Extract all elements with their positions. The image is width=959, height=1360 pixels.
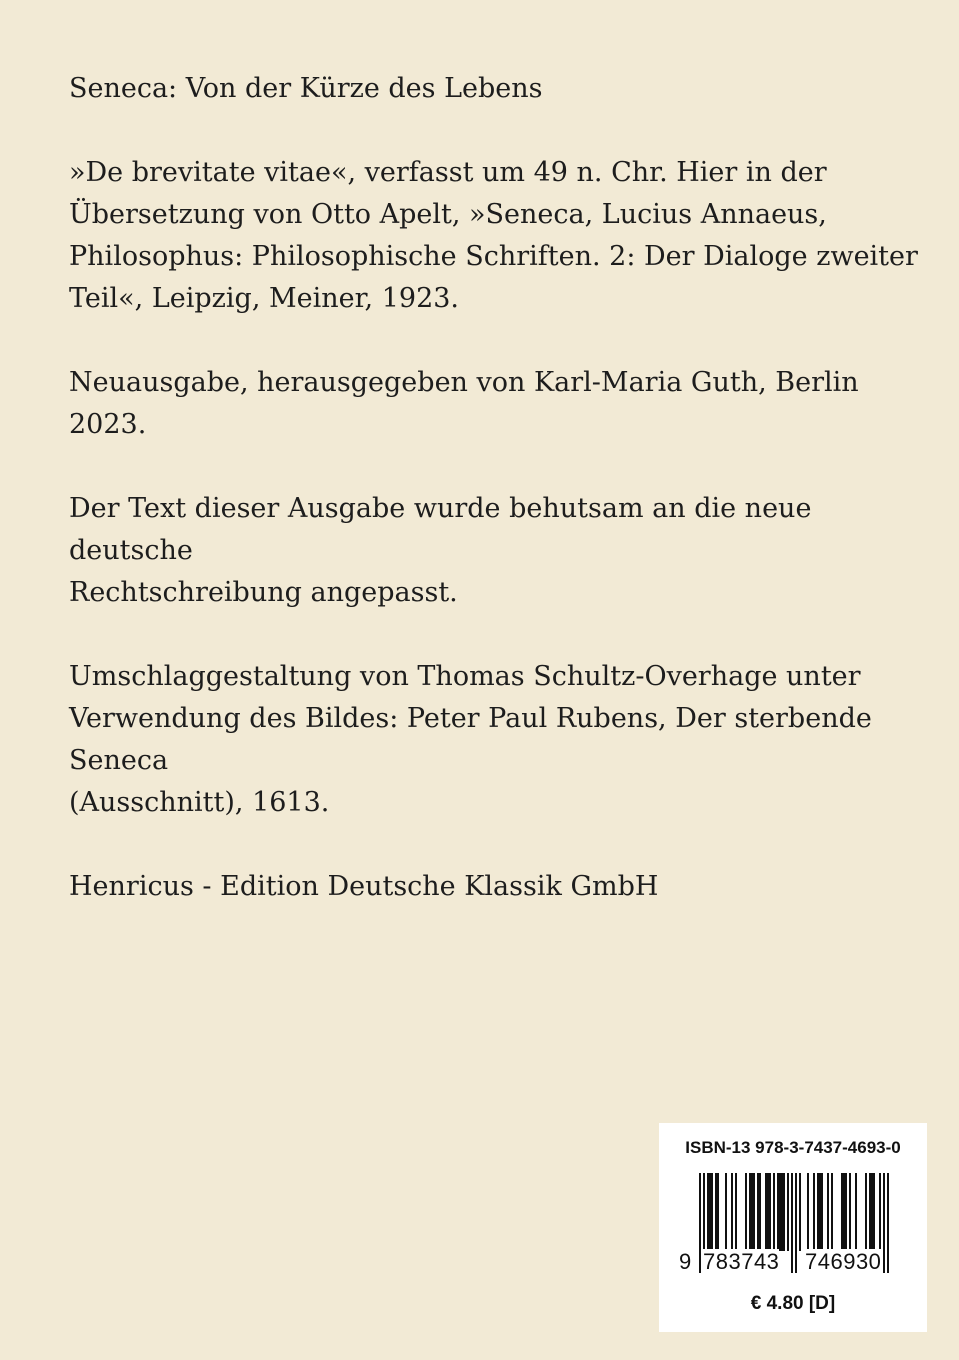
barcode-bar — [707, 1173, 709, 1251]
barcode-bar — [855, 1173, 857, 1251]
barcode-bar — [773, 1173, 775, 1251]
barcode-bar — [745, 1173, 747, 1251]
barcode-digits-right: 746930 — [805, 1249, 882, 1274]
barcode-bar — [769, 1173, 771, 1251]
barcode-bar — [699, 1173, 701, 1273]
barcode-bar — [821, 1173, 823, 1251]
barcode-bar — [807, 1173, 809, 1251]
barcode-bar — [759, 1173, 761, 1251]
barcode-digits-left: 783743 — [703, 1249, 780, 1274]
barcode-bar — [781, 1173, 783, 1251]
barcode-bar — [777, 1173, 779, 1251]
orthography-note: Der Text dieser Ausgabe wurde behutsam an die neue deutsche Rechtschreibung angepasst. — [69, 493, 812, 608]
barcode-bar — [873, 1173, 875, 1251]
barcode-bar — [887, 1173, 889, 1273]
barcode-bar — [731, 1173, 733, 1251]
barcode-bar — [813, 1173, 815, 1251]
barcode-bar — [843, 1173, 845, 1251]
barcode-bar — [849, 1173, 851, 1251]
barcode-bar — [869, 1173, 871, 1251]
barcode-box — [659, 1123, 927, 1332]
price: € 4.80 [D] — [750, 1293, 836, 1314]
publisher: Henricus - Edition Deutsche Klassik GmbH — [69, 871, 659, 902]
barcode-bar — [831, 1173, 833, 1251]
barcode-bar — [765, 1173, 767, 1251]
barcode-bar — [827, 1173, 829, 1251]
barcode-bar — [845, 1173, 847, 1251]
barcode-bar — [799, 1173, 801, 1251]
source-info: »De brevitate vitae«, verfasst um 49 n. Chr. Hier in der Übersetzung von Otto Apelt, »Seneca, Lucius Annaeus, Philosophus: Philosophische Schriften. 2: Der Dialoge zweiter Teil«, Leipzig, Meiner, 1923. — [69, 157, 918, 314]
barcode-bar — [725, 1173, 727, 1251]
isbn-label: ISBN-13 978-3-7437-4693-0 — [685, 1138, 901, 1157]
barcode-bar — [711, 1173, 713, 1251]
barcode-digit-first: 9 — [679, 1249, 692, 1274]
barcode-bar — [879, 1173, 881, 1251]
barcode-bar — [749, 1173, 751, 1251]
barcode-bar — [709, 1173, 711, 1251]
barcode-bar — [841, 1173, 843, 1251]
cover-credit: Umschlaggestaltung von Thomas Schultz-Overhage unter Verwendung des Bildes: Peter Paul Rubens, Der sterbende Seneca (Ausschnitt), 1613. — [69, 661, 872, 818]
barcode-bar — [791, 1173, 793, 1273]
barcode-bar — [767, 1173, 769, 1251]
barcode-bar — [819, 1173, 821, 1251]
barcode-bar — [817, 1173, 819, 1251]
barcode-bar — [735, 1173, 737, 1251]
barcode-bar — [871, 1173, 873, 1251]
barcode-bar — [783, 1173, 785, 1251]
barcode-bar — [865, 1173, 867, 1251]
edition-info: Neuausgabe, herausgegeben von Karl-Maria Guth, Berlin 2023. — [69, 367, 859, 440]
barcode-bar — [795, 1173, 797, 1273]
barcode-bar — [883, 1173, 885, 1273]
barcode-bar — [787, 1173, 789, 1251]
barcode-bar — [715, 1173, 717, 1251]
imprint-text — [69, 68, 929, 950]
book-title: Seneca: Von der Kürze des Lebens — [69, 73, 543, 104]
barcode-bar — [779, 1173, 781, 1251]
barcode-bar — [757, 1173, 759, 1251]
barcode-bar — [753, 1173, 755, 1251]
barcode-bar — [717, 1173, 719, 1251]
barcode-bar — [751, 1173, 753, 1251]
